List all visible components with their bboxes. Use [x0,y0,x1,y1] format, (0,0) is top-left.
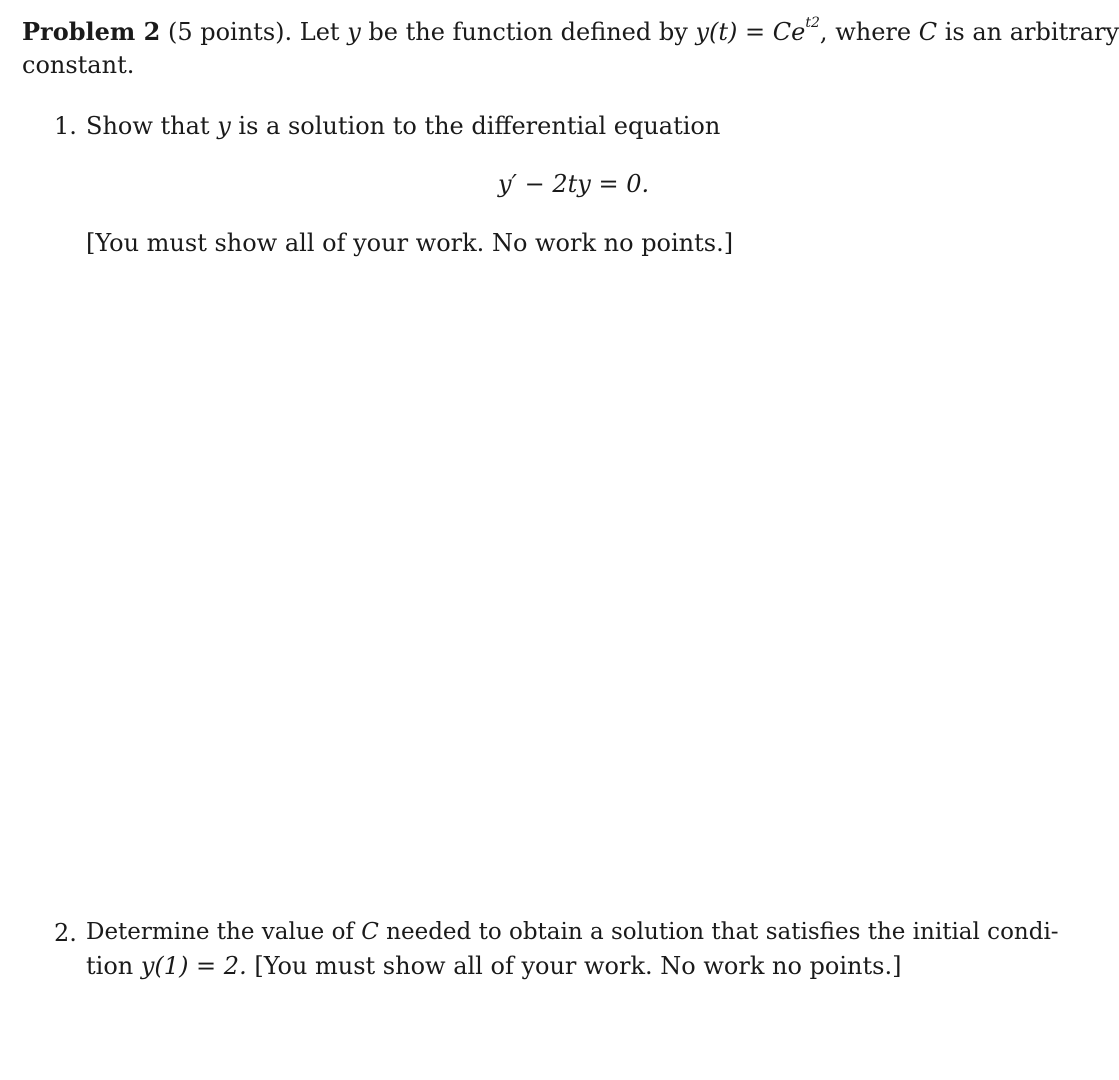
exponent-t: t [805,15,811,31]
part-2-text-b: needed to obtain a solution that satisfies the initial condi- [386,919,1059,945]
part-1-text-a: Show that [86,112,210,140]
function-exponent [805,15,820,31]
problem-intro-line-2 [22,53,134,77]
intro-text-c: where [835,18,912,46]
part-1-var-y: y [217,112,231,140]
intro-text-b: be the function defined by [368,18,688,46]
initial-condition: y(1) = 2. [140,952,247,980]
part-2-question-line-2 [86,954,901,978]
intro-text-a: Let [299,18,340,46]
part-1-text-b: is a solution to the differential equation [238,112,721,140]
var-C: C [918,18,938,46]
part-2-number: 2. [54,919,77,947]
intro-line-2-text: constant. [22,51,135,79]
problem-intro-line-1 [22,15,1119,46]
var-y: y [347,18,361,46]
function-lhs: y(t) [695,18,738,46]
part-2-question-line-1 [86,921,1059,944]
exponent-2: 2 [810,15,820,31]
part-2-note: [You must show all of your work. No work no points.] [254,952,902,980]
function-rhs: Ce [772,18,806,46]
part-2-text-c: tion [86,952,134,980]
equals-sign: = [745,18,766,46]
differential-equation: y′ − 2ty = 0. [498,170,650,198]
problem-points: (5 points). [167,18,293,46]
part-1-note: [You must show all of your work. No work no points.] [86,229,734,257]
intro-text-d: is an arbitrary [944,18,1119,46]
part-2-var-C: C [361,919,379,945]
intro-comma: , [819,18,828,46]
part-2-text-a: Determine the value of [86,919,354,945]
part-1-number: 1. [54,112,77,140]
problem-title: Problem 2 [22,17,161,46]
part-1-question [86,114,720,138]
